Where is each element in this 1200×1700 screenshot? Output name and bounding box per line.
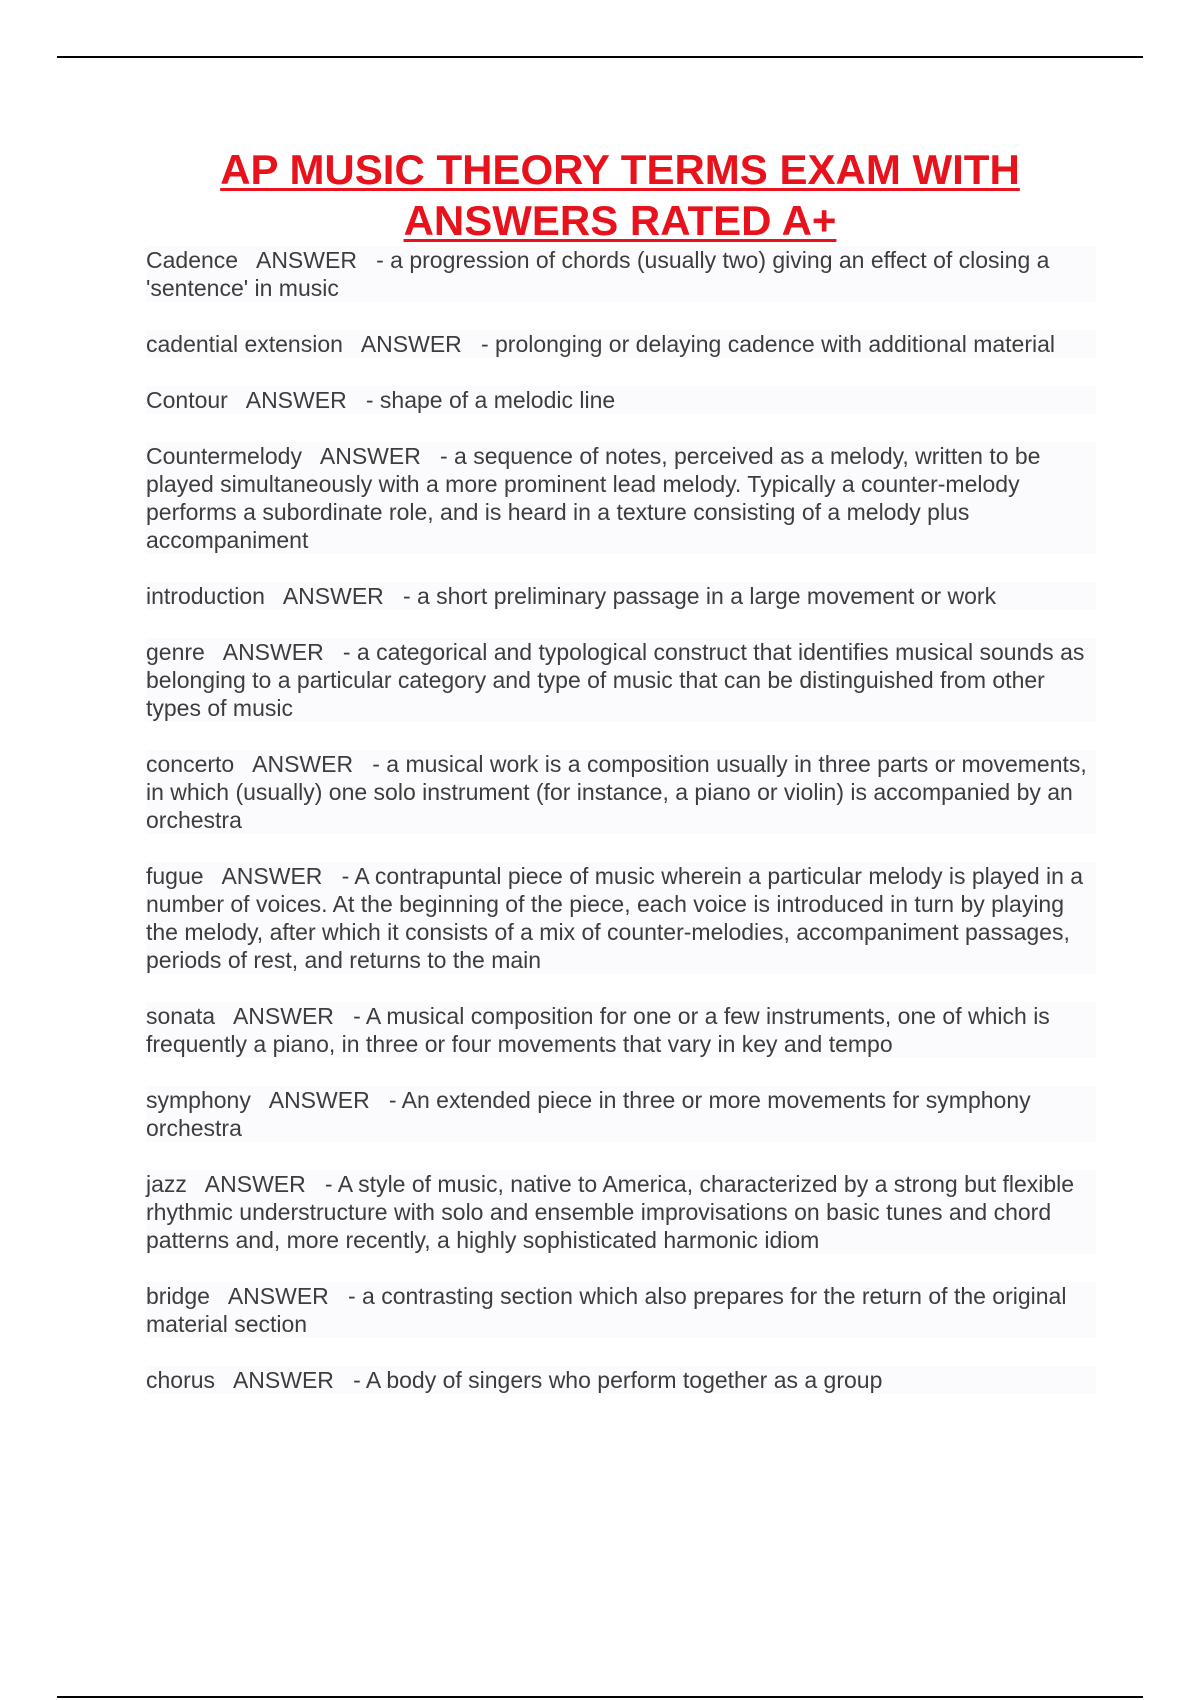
term-definition: a categorical and typological construct that identifies musical sounds as belonging to a particular category and type of music that can be distinguished from other types of music [146,639,1085,721]
answer-label: ANSWER - [234,751,387,777]
term-name: genre [146,639,205,665]
answer-label: ANSWER - [204,639,357,665]
term-definition: A style of music, native to America, characterized by a strong but flexible rhythmic understructure with solo and ensemble improvisations on basic tunes and chord patterns and, more recently, a highly sophisticated harmonic idiom [146,1171,1075,1253]
term-definition: A contrapuntal piece of music wherein a particular melody is played in a number of voices. At the beginning of the piece, each voice is introduced in turn by playing the melody, after which it consists of a mix of counter-melodies, accompaniment passages, periods of rest, and returns to the main [146,863,1084,973]
entry-list [146,246,1096,1422]
answer-label: ANSWER - [186,1171,338,1197]
term-entry [146,1002,1096,1058]
term-definition: a sequence of notes, perceived as a melody, written to be played simultaneously with a more prominent lead melody. Typically a counter-melody performs a subordinate role, and is heard in a texture consisting of a melody plus accompaniment [146,443,1041,553]
term-entry [146,1366,1096,1394]
answer-label: ANSWER - [250,1087,402,1113]
term-name: symphony [146,1087,251,1113]
answer-label: ANSWER - [227,387,380,413]
top-rule [57,56,1143,58]
bottom-rule [57,1696,1143,1698]
term-definition: A body of singers who perform together as a group [365,1367,883,1393]
term-entry [146,1086,1096,1142]
term-definition: prolonging or delaying cadence with additional material [495,331,1056,357]
term-entry [146,582,1096,610]
answer-label: ANSWER - [209,1283,363,1309]
term-entry [146,330,1096,358]
term-entry [146,750,1096,834]
term-entry [146,1170,1096,1254]
term-name: fugue [146,863,204,889]
answer-label: ANSWER - [301,443,455,469]
term-name: sonata [146,1003,216,1029]
term-definition: a short preliminary passage in a large movement or work [417,583,997,609]
term-definition: a musical work is a composition usually in three parts or movements, in which (usually) one solo instrument (for instance, a piano or violin) is accompanied by an orchestra [146,751,1087,833]
answer-label: ANSWER - [342,331,495,357]
term-name: Contour [146,387,228,413]
term-name: cadential extension [146,331,343,357]
answer-label: ANSWER - [203,863,355,889]
term-entry [146,442,1096,554]
term-name: bridge [146,1283,210,1309]
term-entry [146,862,1096,974]
term-definition: A musical composition for one or a few instruments, one of which is frequently a piano, in three or four movements that vary in key and tempo [146,1003,1050,1057]
term-name: concerto [146,751,235,777]
term-definition: a progression of chords (usually two) giving an effect of closing a 'sentence' in music [146,247,1050,301]
term-name: Cadence [146,247,239,273]
term-name: chorus [146,1367,216,1393]
term-definition: An extended piece in three or more movements for symphony orchestra [146,1087,1031,1141]
term-entry [146,1282,1096,1338]
term-entry [146,246,1096,302]
document-title: AP MUSIC THEORY TERMS EXAM WITH ANSWERS RATED A+ [220,146,1020,244]
answer-label: ANSWER - [264,583,417,609]
term-entry [146,638,1096,722]
term-definition: shape of a melodic line [379,387,616,413]
term-entry [146,386,1096,414]
answer-label: ANSWER - [215,1367,366,1393]
answer-label: ANSWER - [215,1003,366,1029]
answer-label: ANSWER - [238,247,391,273]
term-name: introduction [146,583,265,609]
term-name: Countermelody [146,443,302,469]
term-name: jazz [146,1171,187,1197]
term-definition: a contrasting section which also prepares for the return of the original material section [146,1283,1067,1337]
